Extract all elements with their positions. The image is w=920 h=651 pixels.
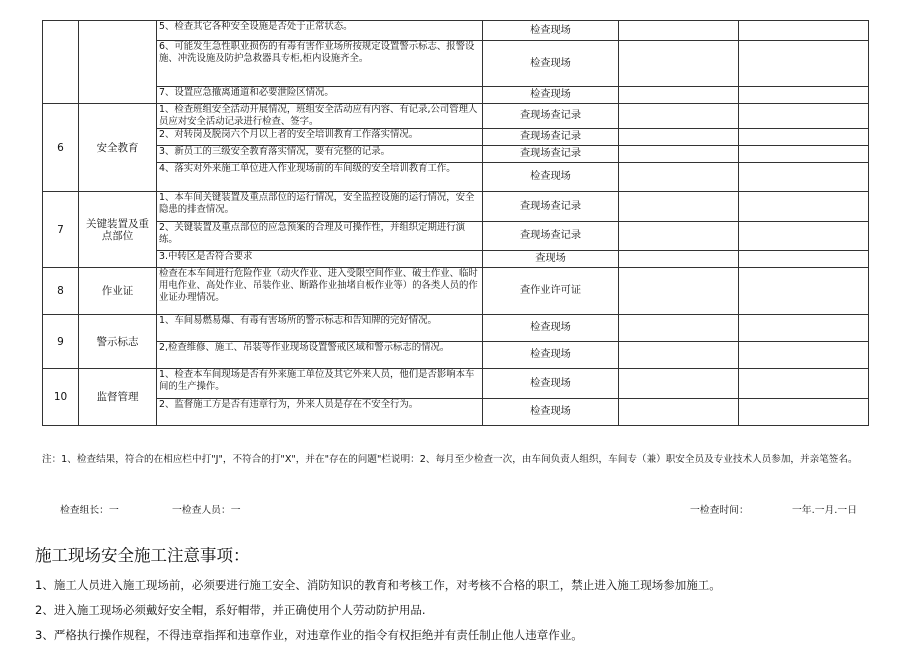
inspector-label: 一检查人员：一 (172, 505, 241, 516)
check-method: 检查现场 (483, 41, 619, 87)
issue-cell (739, 192, 869, 222)
row-category: 警示标志 (79, 315, 157, 369)
row-number: 6 (43, 104, 79, 192)
check-item: 3、新员工的三级安全教育落实情况，要有完整的记录。 (157, 146, 483, 163)
check-result-cell (619, 342, 739, 369)
check-method: 检查现场 (483, 87, 619, 104)
row-number: 7 (43, 192, 79, 268)
issue-cell (739, 104, 869, 129)
issue-cell (739, 41, 869, 87)
check-item: 7、设置应急撤离通道和必要泄险区情况。 (157, 87, 483, 104)
table-row (43, 21, 869, 41)
check-result-cell (619, 163, 739, 192)
row-category (79, 21, 157, 104)
issue-cell (739, 146, 869, 163)
inspection-leader-label: 检查组长：一 (60, 505, 119, 516)
inspection-date-label: 一年.一月.一日 (792, 505, 858, 516)
check-item: 1、检查班组安全活动开展情况，班组安全活动应有内容、有记录,公司管理人员应对安全活动记录进行检查、签字。 (157, 104, 483, 129)
table-row (43, 87, 869, 104)
issue-cell (739, 87, 869, 104)
check-method: 检查现场 (483, 163, 619, 192)
section-title: 施工现场安全施工注意事项： (35, 546, 250, 565)
inspection-table (42, 20, 869, 426)
check-item: 3.中转区是否符合要求 (157, 251, 483, 268)
issue-cell (739, 315, 869, 342)
paragraph: 3、严格执行操作规程，不得违章指挥和违章作业，对违章作业的指令有权拒绝并有责任制止他人违章作业。 (35, 628, 583, 642)
paragraph: 2、进入施工现场必须戴好安全帽，系好帽带，并正确使用个人劳动防护用品. (35, 603, 426, 617)
check-result-cell (619, 399, 739, 426)
check-method: 检查现场 (483, 21, 619, 41)
issue-cell (739, 222, 869, 251)
check-method: 查作业许可证 (483, 268, 619, 315)
table-row (43, 41, 869, 87)
check-result-cell (619, 222, 739, 251)
row-number (43, 21, 79, 104)
row-category: 作业证 (79, 268, 157, 315)
table-note: 注：1、检查结果，符合的在相应栏中打"J"，不符合的打"X"，并在"存在的问题"栏说明：2、每月至少检查一次，由车间负责人组织，车间专（兼）职安全员及专业技术人员参加，并亲笔签名。 (42, 454, 858, 465)
check-method: 查现场 (483, 251, 619, 268)
row-number: 9 (43, 315, 79, 369)
check-item: 2、关键装置及重点部位的应急预案的合理及可操作性，并组织定期进行演练。 (157, 222, 483, 251)
check-result-cell (619, 41, 739, 87)
row-category: 关键装置及重点部位 (79, 192, 157, 268)
table-row (43, 342, 869, 369)
check-item: 1、车间易燃易爆、有毒有害场所的警示标志和告知牌的完好情况。 (157, 315, 483, 342)
check-item: 2、对转岗及脱岗六个月以上者的安全培训教育工作落实情况。 (157, 129, 483, 146)
check-result-cell (619, 21, 739, 41)
table-row (43, 104, 869, 129)
table-row (43, 315, 869, 342)
paragraph: 1、施工人员进入施工现场前，必须要进行施工安全、消防知识的教育和考核工作，对考核不合格的职工，禁止进入施工现场参加施工。 (35, 578, 721, 592)
check-method: 检查现场 (483, 369, 619, 399)
check-method: 查现场查记录 (483, 104, 619, 129)
table-row (43, 251, 869, 268)
check-result-cell (619, 268, 739, 315)
table-row (43, 369, 869, 399)
check-item: 4、落实对外来施工单位进入作业现场前的车间级的安全培训教育工作。 (157, 163, 483, 192)
check-result-cell (619, 129, 739, 146)
table-row (43, 146, 869, 163)
check-item: 6、可能发生急性职业损伤的有毒有害作业场所按规定设置警示标志、报警设施、冲洗设施及防护急救器具专柜,柜内设施齐全。 (157, 41, 483, 87)
check-result-cell (619, 251, 739, 268)
inspection-time-label: 一检查时间： (690, 505, 749, 516)
table-row (43, 192, 869, 222)
row-number: 10 (43, 369, 79, 426)
issue-cell (739, 268, 869, 315)
check-method: 查现场查记录 (483, 222, 619, 251)
table-row (43, 163, 869, 192)
check-result-cell (619, 315, 739, 342)
issue-cell (739, 251, 869, 268)
issue-cell (739, 399, 869, 426)
check-result-cell (619, 104, 739, 129)
issue-cell (739, 342, 869, 369)
check-item: 1、检查本车间现场是否有外来施工单位及其它外来人员，他们是否影响本车间的生产操作。 (157, 369, 483, 399)
check-method: 检查现场 (483, 399, 619, 426)
table-row (43, 399, 869, 426)
check-method: 查现场查记录 (483, 129, 619, 146)
row-category: 监督管理 (79, 369, 157, 426)
check-result-cell (619, 146, 739, 163)
issue-cell (739, 129, 869, 146)
issue-cell (739, 369, 869, 399)
check-item: 5、检查其它各种安全设施是否处于正常状态。 (157, 21, 483, 41)
check-method: 检查现场 (483, 315, 619, 342)
row-number: 8 (43, 268, 79, 315)
check-result-cell (619, 192, 739, 222)
check-item: 2,检查维修、施工、吊装等作业现场设置警戒区域和警示标志的情况。 (157, 342, 483, 369)
issue-cell (739, 21, 869, 41)
check-result-cell (619, 87, 739, 104)
table-row (43, 222, 869, 251)
check-item: 2、监督施工方是否有违章行为，外来人员是存在不安全行为。 (157, 399, 483, 426)
table-row (43, 129, 869, 146)
issue-cell (739, 163, 869, 192)
check-method: 查现场查记录 (483, 146, 619, 163)
table-row (43, 268, 869, 315)
check-method: 检查现场 (483, 342, 619, 369)
check-item: 1、本车间关键装置及重点部位的运行情况，安全监控设施的运行情况，安全隐患的排查情况。 (157, 192, 483, 222)
check-item: 检查在本车间进行危险作业（动火作业、进入受限空间作业、破土作业、临时用电作业、高处作业、吊装作业、断路作业抽堵自板作业等）的各类人员的作业证办理情况。 (157, 268, 483, 315)
row-category: 安全教育 (79, 104, 157, 192)
check-method: 查现场查记录 (483, 192, 619, 222)
check-result-cell (619, 369, 739, 399)
